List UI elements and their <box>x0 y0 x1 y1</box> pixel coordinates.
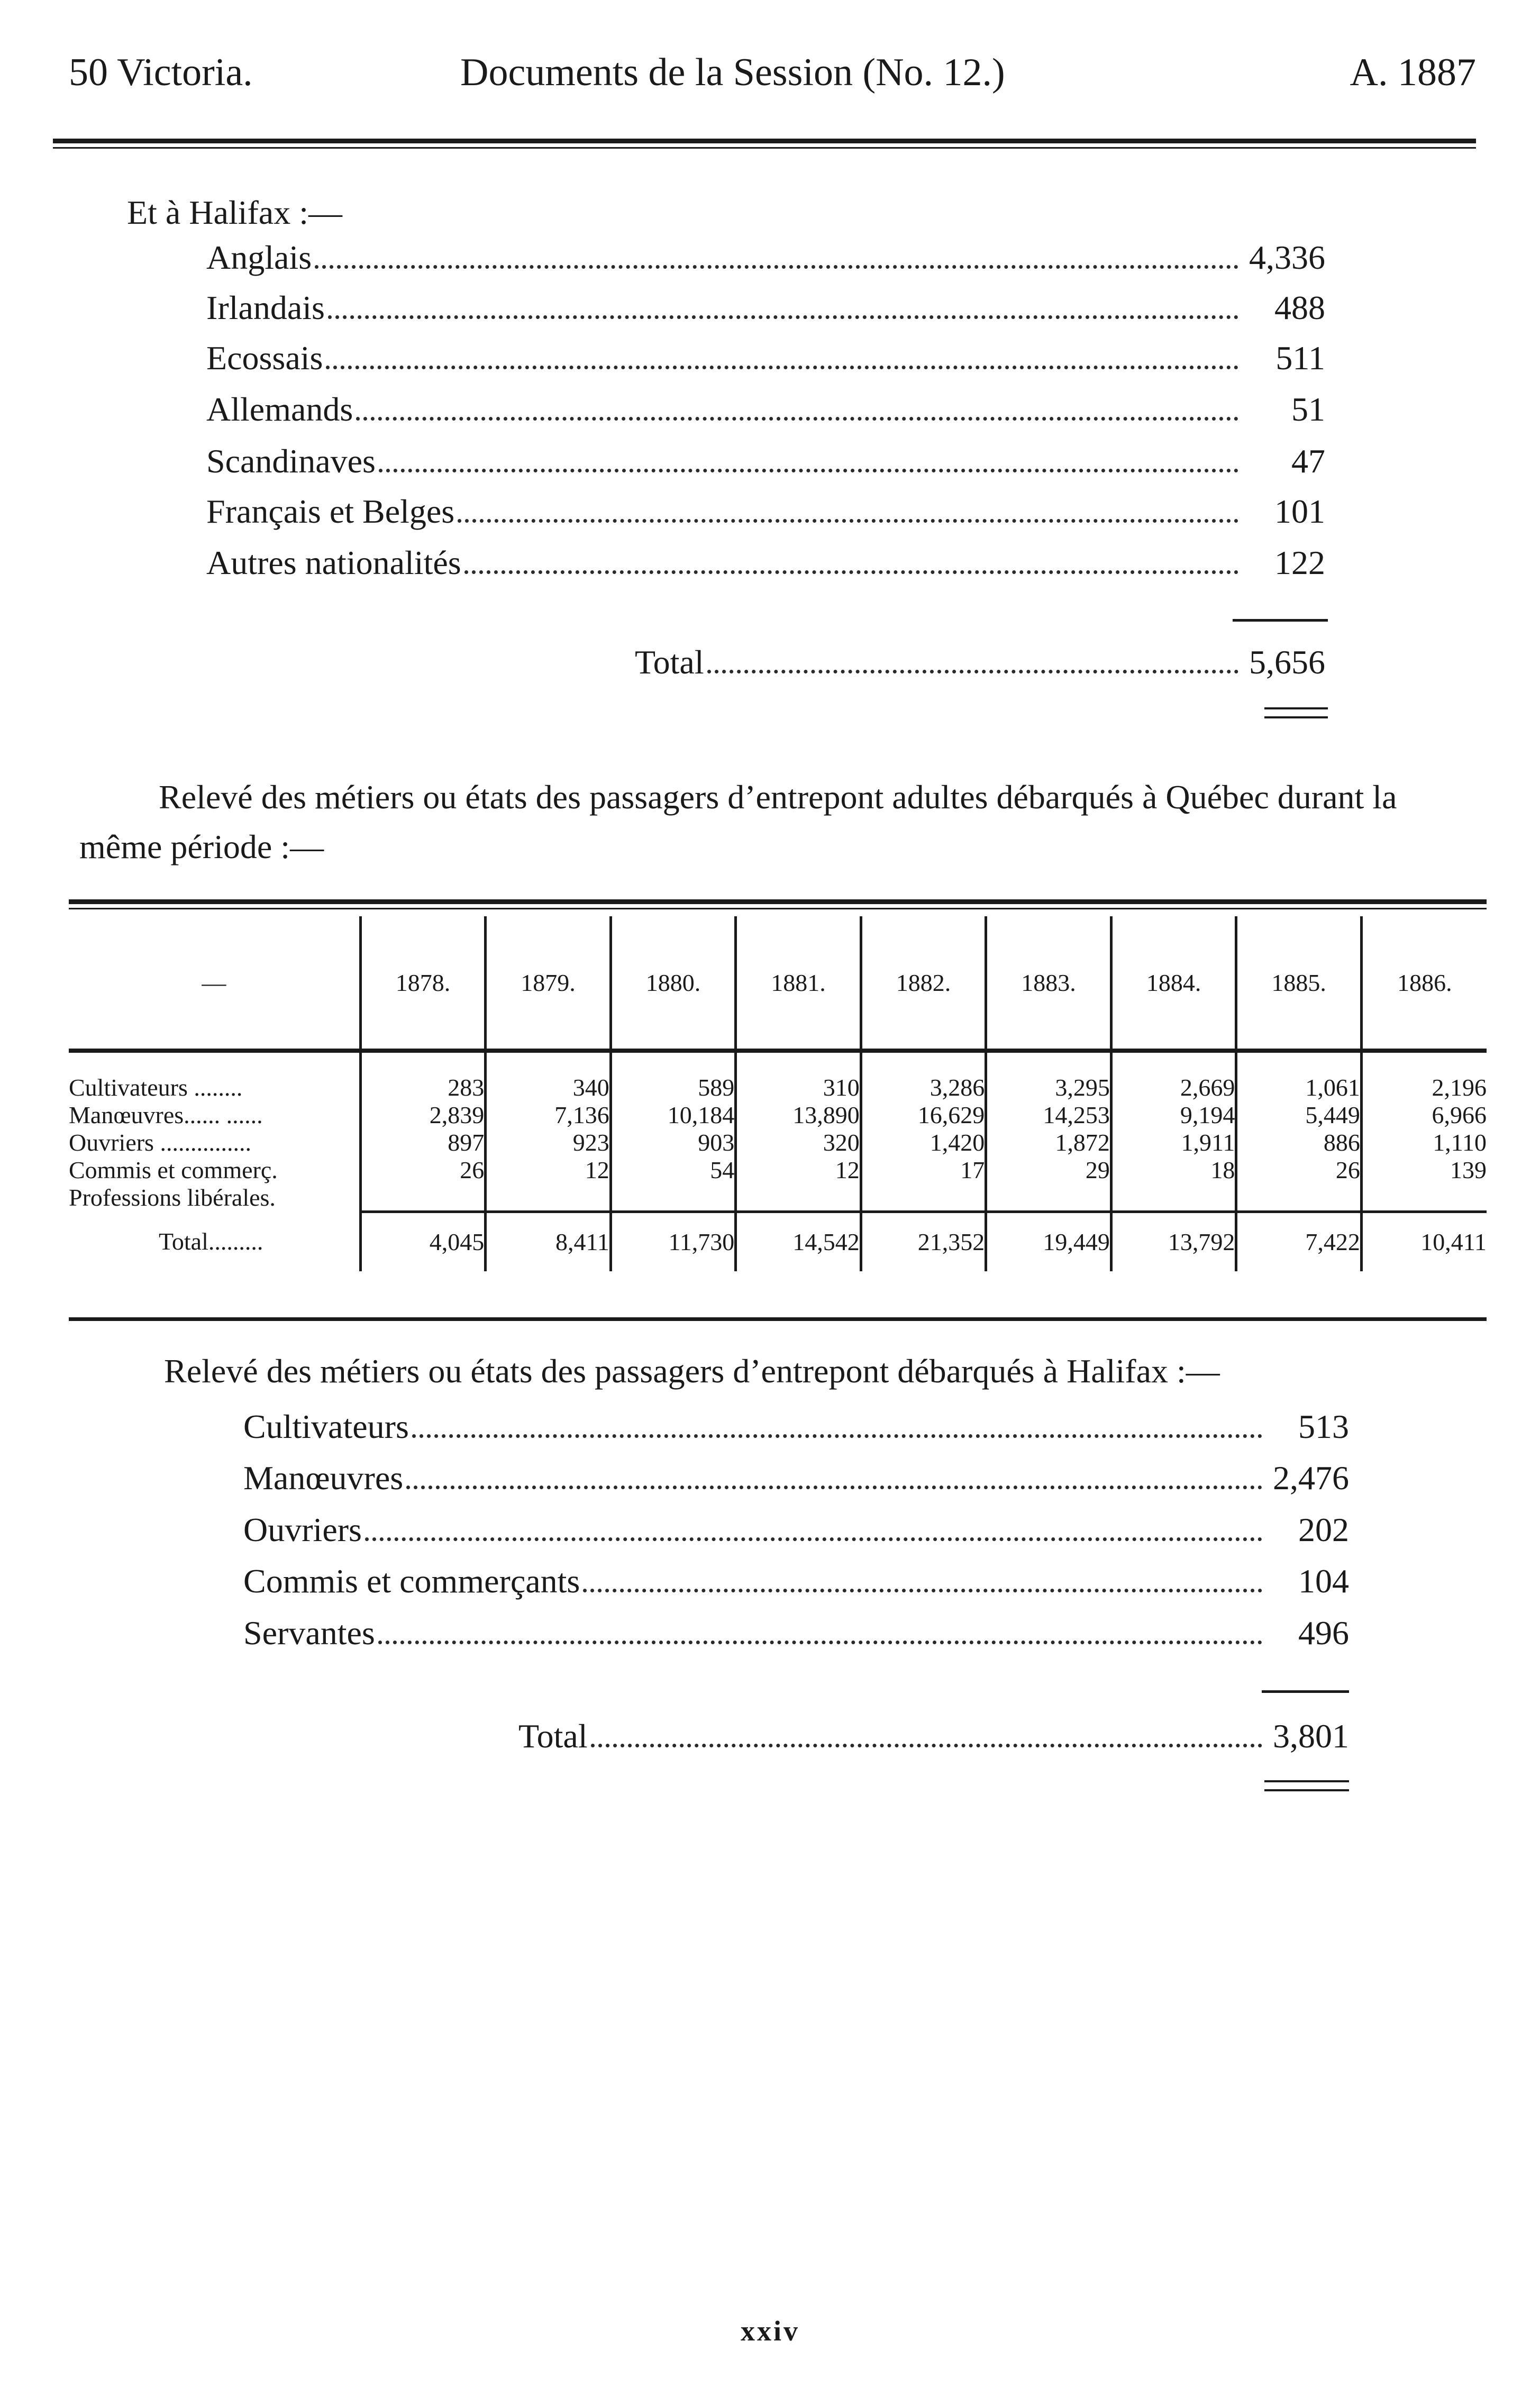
table-corner-dash: — <box>69 916 360 1051</box>
leader-dots <box>412 1434 1262 1438</box>
total-cell: 14,542 <box>736 1211 861 1271</box>
leader-dots <box>328 315 1238 319</box>
double-rule <box>1264 1789 1349 1791</box>
table-cell: 897 <box>360 1129 486 1156</box>
leader-dots <box>365 1537 1262 1541</box>
table-row <box>69 1129 1487 1156</box>
table-cell: 886 <box>1236 1129 1362 1156</box>
table-cell: 16,629 <box>861 1101 986 1129</box>
halifax-trades-intro: Relevé des métiers ou états des passagers d’entrepont débarqués à Halifax :— <box>164 1352 1220 1390</box>
list-item <box>243 1614 1349 1661</box>
table-cell: 1,911 <box>1111 1129 1236 1156</box>
list-item <box>206 288 1325 336</box>
document-year: A. 1887 <box>1350 51 1476 94</box>
total-cell: 11,730 <box>610 1211 736 1271</box>
leader-dots <box>326 366 1238 369</box>
table-cell-empty <box>1361 1184 1487 1211</box>
year-header: 1883. <box>986 916 1111 1051</box>
year-header: 1878. <box>360 916 486 1051</box>
item-label: Servantes <box>243 1614 375 1652</box>
table-cell: 1,110 <box>1361 1129 1487 1156</box>
item-value: 202 <box>1298 1511 1349 1548</box>
table-top-rule <box>69 899 1487 904</box>
table-total-row <box>69 1211 1487 1271</box>
item-value: 496 <box>1298 1614 1349 1652</box>
table-cell: 14,253 <box>986 1101 1111 1129</box>
table-cell: 1,420 <box>861 1129 986 1156</box>
list-item <box>206 339 1325 386</box>
leader-dots <box>458 519 1238 523</box>
year-header: 1879. <box>486 916 611 1051</box>
year-header: 1881. <box>736 916 861 1051</box>
leader-dots <box>379 469 1238 472</box>
leader-dots <box>406 1486 1262 1489</box>
table-cell: 12 <box>486 1156 611 1184</box>
total-cell: 19,449 <box>986 1211 1111 1271</box>
item-label: Manœuvres <box>243 1459 404 1497</box>
sum-rule <box>1233 619 1328 622</box>
table-cell-empty <box>1111 1184 1236 1211</box>
double-rule <box>1264 707 1328 709</box>
halifax-section-title: Et à Halifax :— <box>127 194 342 231</box>
table-cell: 320 <box>736 1129 861 1156</box>
table-cell: 26 <box>1236 1156 1362 1184</box>
item-label: Français et Belges <box>206 493 455 530</box>
total-cell: 4,045 <box>360 1211 486 1271</box>
item-label: Anglais <box>206 239 312 276</box>
item-value: 47 <box>1291 442 1325 480</box>
item-label: Ouvriers <box>243 1511 362 1548</box>
total-value: 5,656 <box>1249 643 1325 681</box>
item-value: 488 <box>1274 289 1325 326</box>
table-cell-empty <box>986 1184 1111 1211</box>
table-cell: 903 <box>610 1129 736 1156</box>
leader-dots <box>378 1641 1262 1644</box>
table-cell: 17 <box>861 1156 986 1184</box>
total-cell: 7,422 <box>1236 1211 1362 1271</box>
table-cell: 9,194 <box>1111 1101 1236 1129</box>
list-item <box>206 492 1325 540</box>
table-row <box>69 1156 1487 1184</box>
header-rule-thin <box>53 147 1476 149</box>
list-item <box>206 543 1325 591</box>
year-header: 1884. <box>1111 916 1236 1051</box>
table-cell: 310 <box>736 1051 861 1101</box>
year-header: 1885. <box>1236 916 1362 1051</box>
item-value: 511 <box>1275 339 1325 377</box>
total-cell: 10,411 <box>1361 1211 1487 1271</box>
leader-dots <box>707 670 1238 673</box>
table-cell-empty <box>360 1184 486 1211</box>
year-header: 1880. <box>610 916 736 1051</box>
table-cell: 589 <box>610 1051 736 1101</box>
table-cell: 18 <box>1111 1156 1236 1184</box>
table-cell: 283 <box>360 1051 486 1101</box>
table-cell: 139 <box>1361 1156 1487 1184</box>
list-item <box>206 390 1325 438</box>
table-cell: 13,890 <box>736 1101 861 1129</box>
table-bottom-rule <box>69 1317 1487 1321</box>
list-item <box>243 1562 1349 1609</box>
item-label: Scandinaves <box>206 442 376 480</box>
item-label: Allemands <box>206 390 353 428</box>
table-cell-empty <box>610 1184 736 1211</box>
table-cell: 3,295 <box>986 1051 1111 1101</box>
item-label: Cultivateurs <box>243 1408 409 1445</box>
table-top-rule-thin <box>69 908 1487 909</box>
item-label: Ecossais <box>206 339 323 377</box>
row-label: Cultivateurs ........ <box>69 1074 243 1101</box>
leader-dots <box>356 417 1238 421</box>
item-label: Commis et commerçants <box>243 1562 580 1600</box>
item-label: Autres nationalités <box>206 544 461 581</box>
leader-dots <box>591 1744 1262 1747</box>
quebec-trades-table <box>69 916 1487 1271</box>
table-cell-empty <box>486 1184 611 1211</box>
table-cell: 54 <box>610 1156 736 1184</box>
quebec-trades-intro: Relevé des métiers ou états des passagers d’entrepont adultes débarqués à Québec durant la même période :— <box>79 778 1397 866</box>
total-cell: 13,792 <box>1111 1211 1236 1271</box>
table-cell: 923 <box>486 1129 611 1156</box>
leader-dots <box>464 570 1238 574</box>
table-cell: 10,184 <box>610 1101 736 1129</box>
list-item <box>243 1459 1349 1506</box>
item-value: 101 <box>1274 493 1325 530</box>
table-cell: 5,449 <box>1236 1101 1362 1129</box>
table-cell: 6,966 <box>1361 1101 1487 1129</box>
table-cell: 340 <box>486 1051 611 1101</box>
page-number: xxiv <box>741 2315 800 2347</box>
table-cell: 1,061 <box>1236 1051 1362 1101</box>
total-label: Total <box>518 1717 588 1755</box>
item-value: 4,336 <box>1249 239 1325 276</box>
double-rule <box>1264 716 1328 718</box>
year-header: 1882. <box>861 916 986 1051</box>
year-header: 1886. <box>1361 916 1487 1051</box>
table-cell-empty <box>861 1184 986 1211</box>
list-item <box>243 1407 1349 1455</box>
table-row <box>69 1101 1487 1129</box>
total-label: Total <box>635 643 704 681</box>
table-row <box>69 1184 1487 1211</box>
table-cell-empty <box>736 1184 861 1211</box>
table-cell: 1,872 <box>986 1129 1111 1156</box>
table-cell: 2,839 <box>360 1101 486 1129</box>
table-cell-empty <box>1236 1184 1362 1211</box>
item-value: 513 <box>1298 1408 1349 1445</box>
table-cell: 7,136 <box>486 1101 611 1129</box>
leader-dots <box>583 1589 1262 1592</box>
table-row <box>69 1051 1487 1101</box>
list-item <box>243 1510 1349 1558</box>
table-cell: 2,669 <box>1111 1051 1236 1101</box>
row-label: Ouvriers ............... <box>69 1129 251 1156</box>
list-item <box>206 238 1325 286</box>
table-cell: 2,196 <box>1361 1051 1487 1101</box>
total-label: Total......... <box>159 1227 263 1255</box>
page-header <box>69 50 1476 98</box>
total-row <box>635 643 1325 690</box>
table-cell: 3,286 <box>861 1051 986 1101</box>
sum-rule <box>1262 1690 1349 1693</box>
table-cell: 29 <box>986 1156 1111 1184</box>
row-label: Professions libérales. <box>69 1184 276 1211</box>
total-row <box>518 1717 1349 1764</box>
leader-dots <box>315 265 1238 269</box>
row-label: Manœuvres...... ...... <box>69 1101 263 1128</box>
table-cell: 26 <box>360 1156 486 1184</box>
header-rule-thick <box>53 139 1476 143</box>
item-label: Irlandais <box>206 289 325 326</box>
table-cell: 12 <box>736 1156 861 1184</box>
item-value: 104 <box>1298 1562 1349 1600</box>
item-value: 2,476 <box>1273 1459 1349 1497</box>
double-rule <box>1264 1780 1349 1782</box>
session-year: 50 Victoria. <box>69 51 253 94</box>
total-cell: 8,411 <box>486 1211 611 1271</box>
document-title: Documents de la Session (No. 12.) <box>460 51 1005 94</box>
total-cell: 21,352 <box>861 1211 986 1271</box>
list-item <box>206 442 1325 489</box>
row-label: Commis et commerç. <box>69 1156 278 1183</box>
item-value: 122 <box>1274 544 1325 581</box>
total-value: 3,801 <box>1273 1717 1349 1755</box>
item-value: 51 <box>1291 390 1325 428</box>
